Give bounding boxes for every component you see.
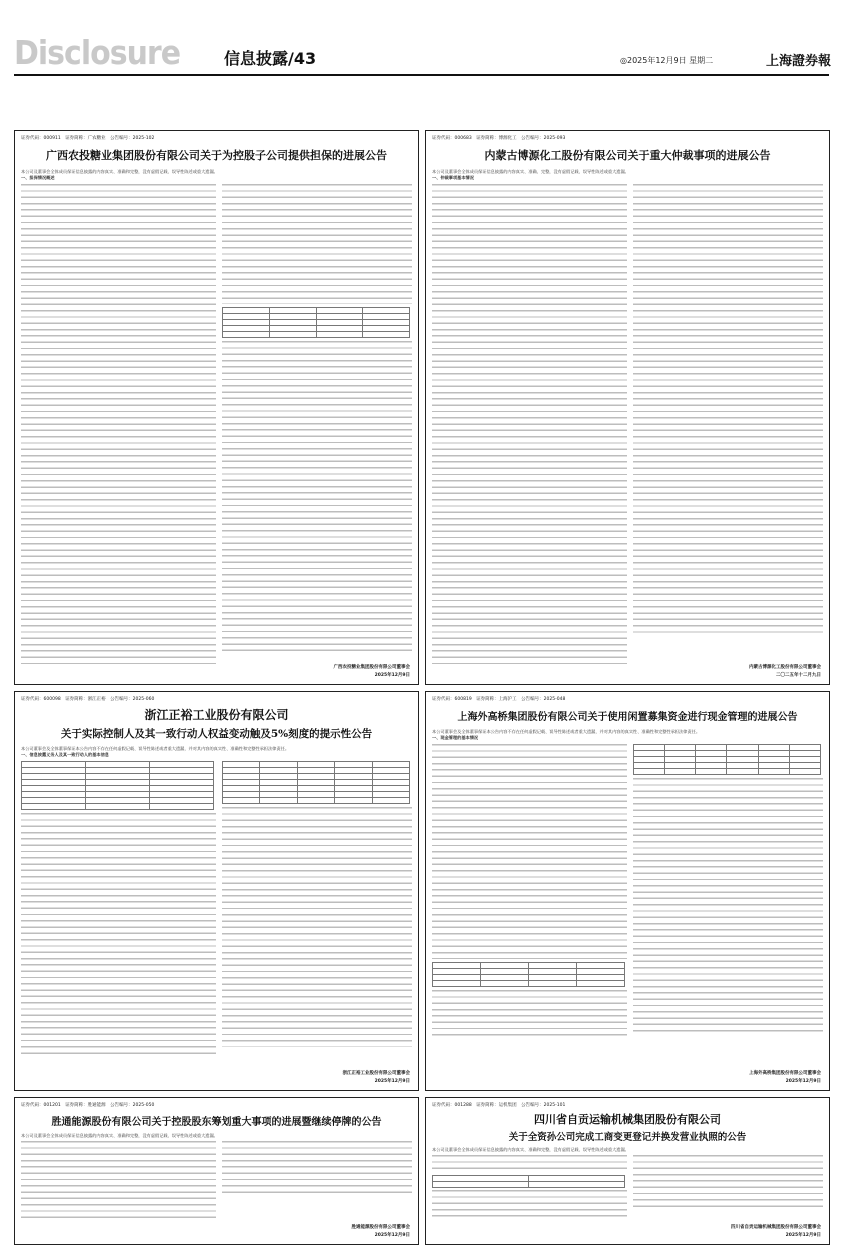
equity-change-table <box>222 761 410 804</box>
body-text-left-top <box>432 1155 627 1173</box>
stock-code-line: 证券代码：001288 证券简称：运机集团 公告编号：2025-101 <box>432 1103 566 1108</box>
body-text-left-bottom <box>432 1190 627 1220</box>
newspaper-name: 上海證券報 <box>766 54 832 69</box>
signature-date: 2025年12月9日 <box>374 673 410 678</box>
signature-date: 2025年12月9日 <box>374 1079 410 1084</box>
section-title: 信息披露/43 <box>224 49 317 68</box>
signature: 四川省自贡运输机械集团股份有限公司董事会 <box>731 1225 821 1230</box>
announcement-lead: 本公司董事会及全体董事保证本公告内容不存在任何虚假记载、误导性陈述或者重大遗漏，并对其内容的真实性、准确性和完整性承担法律责任。 <box>432 729 701 734</box>
license-table <box>432 1175 625 1188</box>
body-text-right-bottom <box>222 341 412 651</box>
signature: 胜通能源股份有限公司董事会 <box>351 1225 410 1230</box>
body-text-left-top <box>432 744 627 959</box>
signature-date: 2025年12月9日 <box>785 1233 821 1238</box>
body-text-right <box>222 807 412 1047</box>
body-text-right <box>633 184 823 634</box>
signature: 浙江正裕工业股份有限公司董事会 <box>342 1071 410 1076</box>
stock-code-line: 证券代码：000911 证券简称：广农糖业 公告编号：2025-102 <box>21 136 155 141</box>
announcement-title-line1: 四川省自贡运输机械集团股份有限公司 <box>534 1113 721 1126</box>
announcement-shengtong-energy <box>14 1097 419 1245</box>
stock-code-line: 证券代码：600819 证券简称：上海沪工 公告编号：2025-048 <box>432 697 566 702</box>
signature: 广西农投糖业集团股份有限公司董事会 <box>333 665 410 670</box>
announcement-lead: 本公司及董事会全体成员保证信息披露的内容真实、准确和完整，没有虚假记载、误导性陈述或重大遗漏。 <box>432 1147 629 1152</box>
stock-code-line: 证券代码：000683 证券简称：博源化工 公告编号：2025-093 <box>432 136 566 141</box>
body-text-right <box>633 1155 823 1210</box>
announcement-boyuan-chemical <box>425 130 830 685</box>
body-text-right-top <box>222 184 412 304</box>
announcement-title: 内蒙古博源化工股份有限公司关于重大仲裁事项的进展公告 <box>484 149 771 162</box>
signature-date: 2025年12月9日 <box>785 1079 821 1084</box>
body-text-left <box>21 1141 216 1221</box>
announcement-title: 胜通能源股份有限公司关于控股股东筹划重大事项的进展暨继续停牌的公告 <box>51 1117 382 1128</box>
section-heading: 一、仲裁事项基本情况 <box>432 175 474 181</box>
announcement-zhejiang-zhengyu <box>14 691 419 1091</box>
announcement-waigaoqiao <box>425 691 830 1091</box>
announcement-title: 上海外高桥集团股份有限公司关于使用闲置募集资金进行现金管理的进展公告 <box>457 712 798 723</box>
announcement-guangxi-sugar <box>14 130 419 685</box>
announcement-title: 广西农投糖业集团股份有限公司关于为控股子公司提供担保的进展公告 <box>46 149 387 162</box>
masthead-rule <box>14 74 829 76</box>
announcement-lead: 本公司及董事会全体成员保证信息披露的内容真实、准确、完整，没有虚假记载、误导性陈述或重大遗漏。 <box>432 169 629 174</box>
signature-date: 二〇二五年十二月九日 <box>776 673 821 678</box>
section-wordmark: Disclosure <box>14 34 181 73</box>
issue-date: ◎2025年12月9日 星期二 <box>620 56 714 65</box>
stock-code-line: 证券代码：600098 证券简称：浙江正裕 公告编号：2025-060 <box>21 697 155 702</box>
announcement-lead: 本公司及董事会全体成员保证信息披露的内容真实、准确和完整，没有虚假记载、误导性陈述或重大遗漏。 <box>21 169 218 174</box>
section-heading: 一、担保情况概述 <box>21 175 55 181</box>
body-text-left <box>432 184 627 664</box>
announcement-zigong-conveyor <box>425 1097 830 1245</box>
section-heading: 一、现金管理的基本情况 <box>432 735 479 741</box>
announcement-title-line2: 关于实际控制人及其一致行动人权益变动触及5%刻度的提示性公告 <box>60 728 373 740</box>
body-text-left <box>21 813 216 1058</box>
body-text-right <box>222 1141 412 1196</box>
guarantee-table <box>222 307 410 338</box>
holder-info-table <box>21 761 214 810</box>
announcement-lead: 本公司董事会及全体董事保证本公告内容不存在任何虚假记载、误导性陈述或者重大遗漏，并对其内容的真实性、准确性和完整性承担法律责任。 <box>21 746 290 751</box>
body-text-left-bottom <box>432 990 627 1040</box>
product-table <box>633 744 821 775</box>
masthead <box>0 0 843 78</box>
cash-management-table <box>432 962 625 987</box>
section-heading: 一、信息披露义务人及其一致行动人的基本信息 <box>21 752 109 758</box>
signature-date: 2025年12月9日 <box>374 1233 410 1238</box>
stock-code-line: 证券代码：001201 证券简称：胜通能源 公告编号：2025-050 <box>21 1103 155 1108</box>
announcement-title-line2: 关于全资孙公司完成工商变更登记并换发营业执照的公告 <box>508 1132 747 1143</box>
signature: 上海外高桥集团股份有限公司董事会 <box>749 1071 821 1076</box>
body-text-left <box>21 184 216 664</box>
announcement-title-line1: 浙江正裕工业股份有限公司 <box>144 708 289 722</box>
body-text-right <box>633 778 823 1033</box>
signature: 内蒙古博源化工股份有限公司董事会 <box>749 665 821 670</box>
announcement-lead: 本公司及董事会全体成员保证信息披露的内容真实、准确和完整，没有虚假记载、误导性陈述或重大遗漏。 <box>21 1133 218 1138</box>
